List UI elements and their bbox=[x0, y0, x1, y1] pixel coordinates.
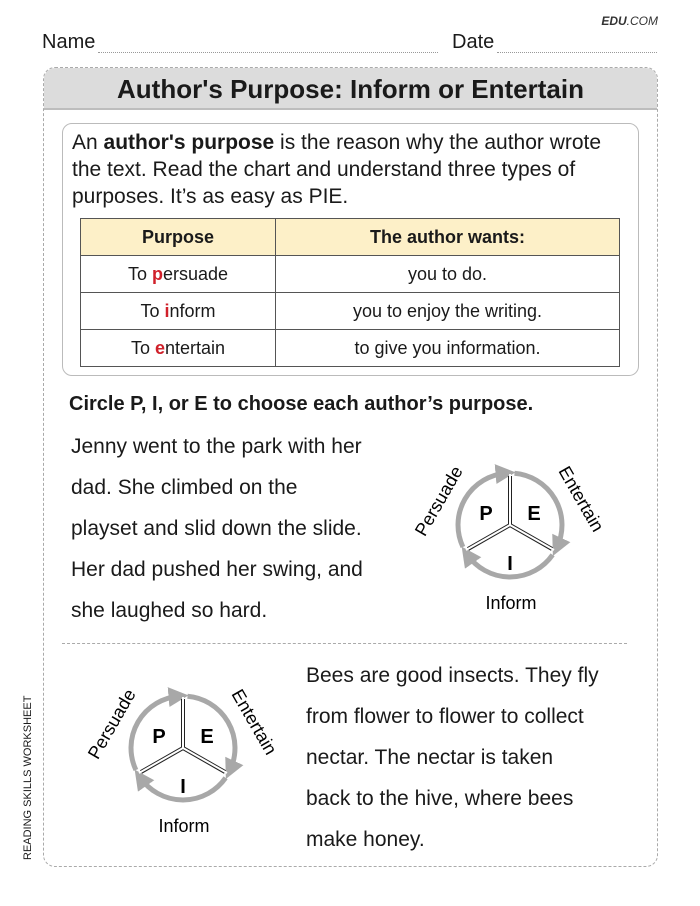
brand-logo: EDU.COM bbox=[601, 14, 658, 28]
name-line[interactable] bbox=[98, 52, 438, 53]
intro-box bbox=[62, 123, 639, 376]
pie-letter-e[interactable]: E bbox=[527, 503, 541, 525]
table-row: To entertain to give you information. bbox=[81, 330, 620, 367]
pie-letter-i[interactable]: I bbox=[507, 553, 513, 575]
pie-letter-e[interactable]: E bbox=[200, 726, 214, 748]
date-label: Date bbox=[452, 31, 495, 53]
passage-2: Bees are good insects. They fly from flower to flower to collect nectar. The nectar is taken back to the hive, where bees make honey. bbox=[306, 664, 599, 851]
pie-letter-p[interactable]: P bbox=[152, 726, 166, 748]
name-label: Name bbox=[42, 31, 96, 53]
divider bbox=[62, 643, 627, 644]
pie-diagram-2[interactable] bbox=[73, 663, 293, 848]
pie-label-persuade[interactable]: Persuade bbox=[410, 462, 467, 540]
date-line[interactable] bbox=[497, 52, 657, 53]
side-label: READING SKILLS WORKSHEET bbox=[22, 695, 34, 860]
pie-label-entertain[interactable]: Entertain bbox=[554, 462, 608, 536]
instruction: Circle P, I, or E to choose each author’s purpose. bbox=[69, 393, 534, 415]
pie-label-persuade[interactable]: Persuade bbox=[83, 685, 140, 763]
table-row: To inform you to enjoy the writing. bbox=[81, 293, 620, 330]
table-row: To persuade you to do. bbox=[81, 256, 620, 293]
purpose-table bbox=[80, 218, 620, 367]
pie-letter-p[interactable]: P bbox=[479, 503, 493, 525]
pie-label-entertain[interactable]: Entertain bbox=[227, 685, 281, 759]
pie-label-inform[interactable]: Inform bbox=[485, 593, 537, 613]
pie-letter-i[interactable]: I bbox=[180, 776, 186, 798]
table-header: The author wants: bbox=[276, 219, 620, 256]
pie-label-inform[interactable]: Inform bbox=[158, 816, 210, 836]
page-title: Author's Purpose: Inform or Entertain bbox=[44, 68, 657, 110]
table-header: Purpose bbox=[81, 219, 276, 256]
intro-text: An author's purpose is the reason why the author wrote the text. Read the chart and understand three types of purposes. It’s as easy as PIE. bbox=[72, 131, 602, 208]
pie-diagram-1[interactable] bbox=[400, 440, 620, 625]
passage-1: Jenny went to the park with her dad. She climbed on the playset and slid down the slide. Her dad pushed her swing, and she laughed so hard. bbox=[71, 435, 363, 622]
